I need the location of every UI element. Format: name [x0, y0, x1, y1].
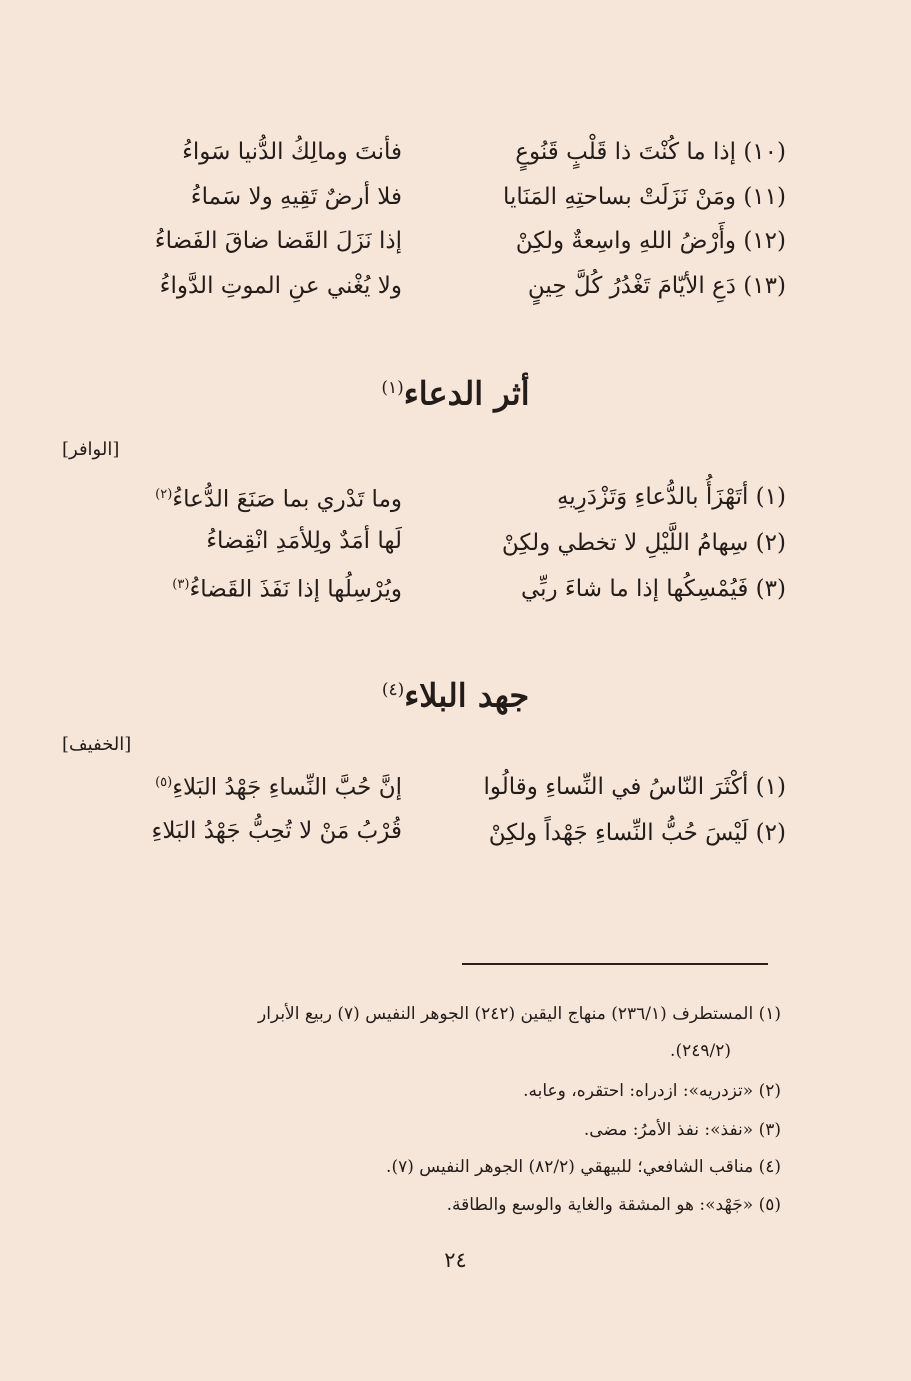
- section-title-text: أثر الدعاء: [403, 374, 530, 413]
- verse-second-hemistich: فأنتَ ومالِكُ الدُّنيا سَواءُ: [182, 139, 402, 165]
- verse-second-hemistich: إذا نَزَلَ القَضا ضاقَ الفَضاءُ: [154, 228, 402, 254]
- hemistich-text: ويُرْسِلُها إذا نَفَذَ القَضاءُ: [189, 576, 402, 603]
- verse-second-hemistich: قُرْبُ مَنْ لا تُحِبُّ جَهْدُ البَلاءِ: [151, 818, 402, 844]
- footnote-2: (٢) «تزدريه»: ازدراه: احتقره، وعابه.: [523, 1081, 781, 1101]
- footnote-3: (٣) «نفذ»: نفذ الأمرُ: مضى.: [583, 1120, 781, 1140]
- verse-first-hemistich: (١) أتَهْزَأُ بالدُّعاءِ وَتَزْدَرِيهِ: [556, 484, 786, 510]
- footnote-1: (١) المستطرف (٢٣٦/١) منهاج اليقين (٢٤٢) الجوهر النفيس (٧) ربيع الأبرار: [258, 1004, 781, 1024]
- page-number: ٢٤: [444, 1248, 467, 1272]
- verse-second-hemistich: [62, 568, 402, 607]
- hemistich-text: إنَّ حُبَّ النِّساءِ جَهْدُ البَلاءِ: [172, 774, 402, 801]
- meter-label: [الخفيف]: [62, 734, 132, 755]
- meter-label: [الوافر]: [62, 439, 120, 460]
- footnote-ref: (١): [381, 378, 404, 398]
- footnote-4: (٤) مناقب الشافعي؛ للبيهقي (٨٢/٢) الجوهر النفيس (٧).: [386, 1157, 781, 1177]
- verse-first-hemistich: (١٢) وأَرْضُ اللهِ واسِعةٌ ولكِنْ: [515, 228, 786, 254]
- verse-second-hemistich: ولا يُغْني عنِ الموتِ الدَّواءُ: [159, 273, 402, 299]
- footnote-ref: (٥): [155, 775, 173, 790]
- verse-second-hemistich: لَها أمَدٌ ولِلأمَدِ انْقِضاءُ: [206, 528, 402, 554]
- verse-first-hemistich: (٣) فَيُمْسِكُها إذا ما شاءَ ربِّي: [520, 576, 786, 602]
- footnote-5: (٥) «جَهْد»: هو المشقة والغاية والوسع والطاقة.: [446, 1195, 781, 1215]
- verse-first-hemistich: (١٠) إذا ما كُنْتَ ذا قَلْبٍ قَنُوعٍ: [515, 139, 786, 165]
- verse-first-hemistich: (١١) ومَنْ نَزَلَتْ بساحتِهِ المَنَايا: [502, 184, 786, 210]
- verse-first-hemistich: (١٣) دَعِ الأيّامَ تَغْدُرُ كُلَّ حِينٍ: [527, 273, 786, 299]
- verse-second-hemistich: [62, 478, 402, 517]
- verse-first-hemistich: (١) أكْثَرَ النّاسُ في النِّساءِ وقالُوا: [483, 774, 786, 800]
- footnote-ref: (٤): [381, 680, 405, 700]
- footnote-ref: (٢): [155, 487, 173, 502]
- section-title: [0, 366, 911, 416]
- verse-second-hemistich: فلا أرضٌ تَقِيهِ ولا سَماءُ: [190, 184, 402, 210]
- verse-second-hemistich: [62, 766, 402, 805]
- hemistich-text: وما تَدْري بما صَنَعَ الدُّعاءُ: [172, 486, 402, 513]
- section-title: [0, 668, 911, 718]
- footnote-ref: (٣): [172, 577, 190, 592]
- footnote-divider: [462, 963, 768, 965]
- footnote-1-continued: (٢٤٩/٢).: [670, 1041, 731, 1061]
- verse-first-hemistich: (٢) سِهامُ اللَّيْلِ لا تخطي ولكِنْ: [501, 530, 786, 556]
- section-title-text: جهد البلاء: [404, 676, 530, 715]
- verse-first-hemistich: (٢) لَيْسَ حُبُّ النِّساءِ جَهْداً ولكِنْ: [488, 820, 786, 846]
